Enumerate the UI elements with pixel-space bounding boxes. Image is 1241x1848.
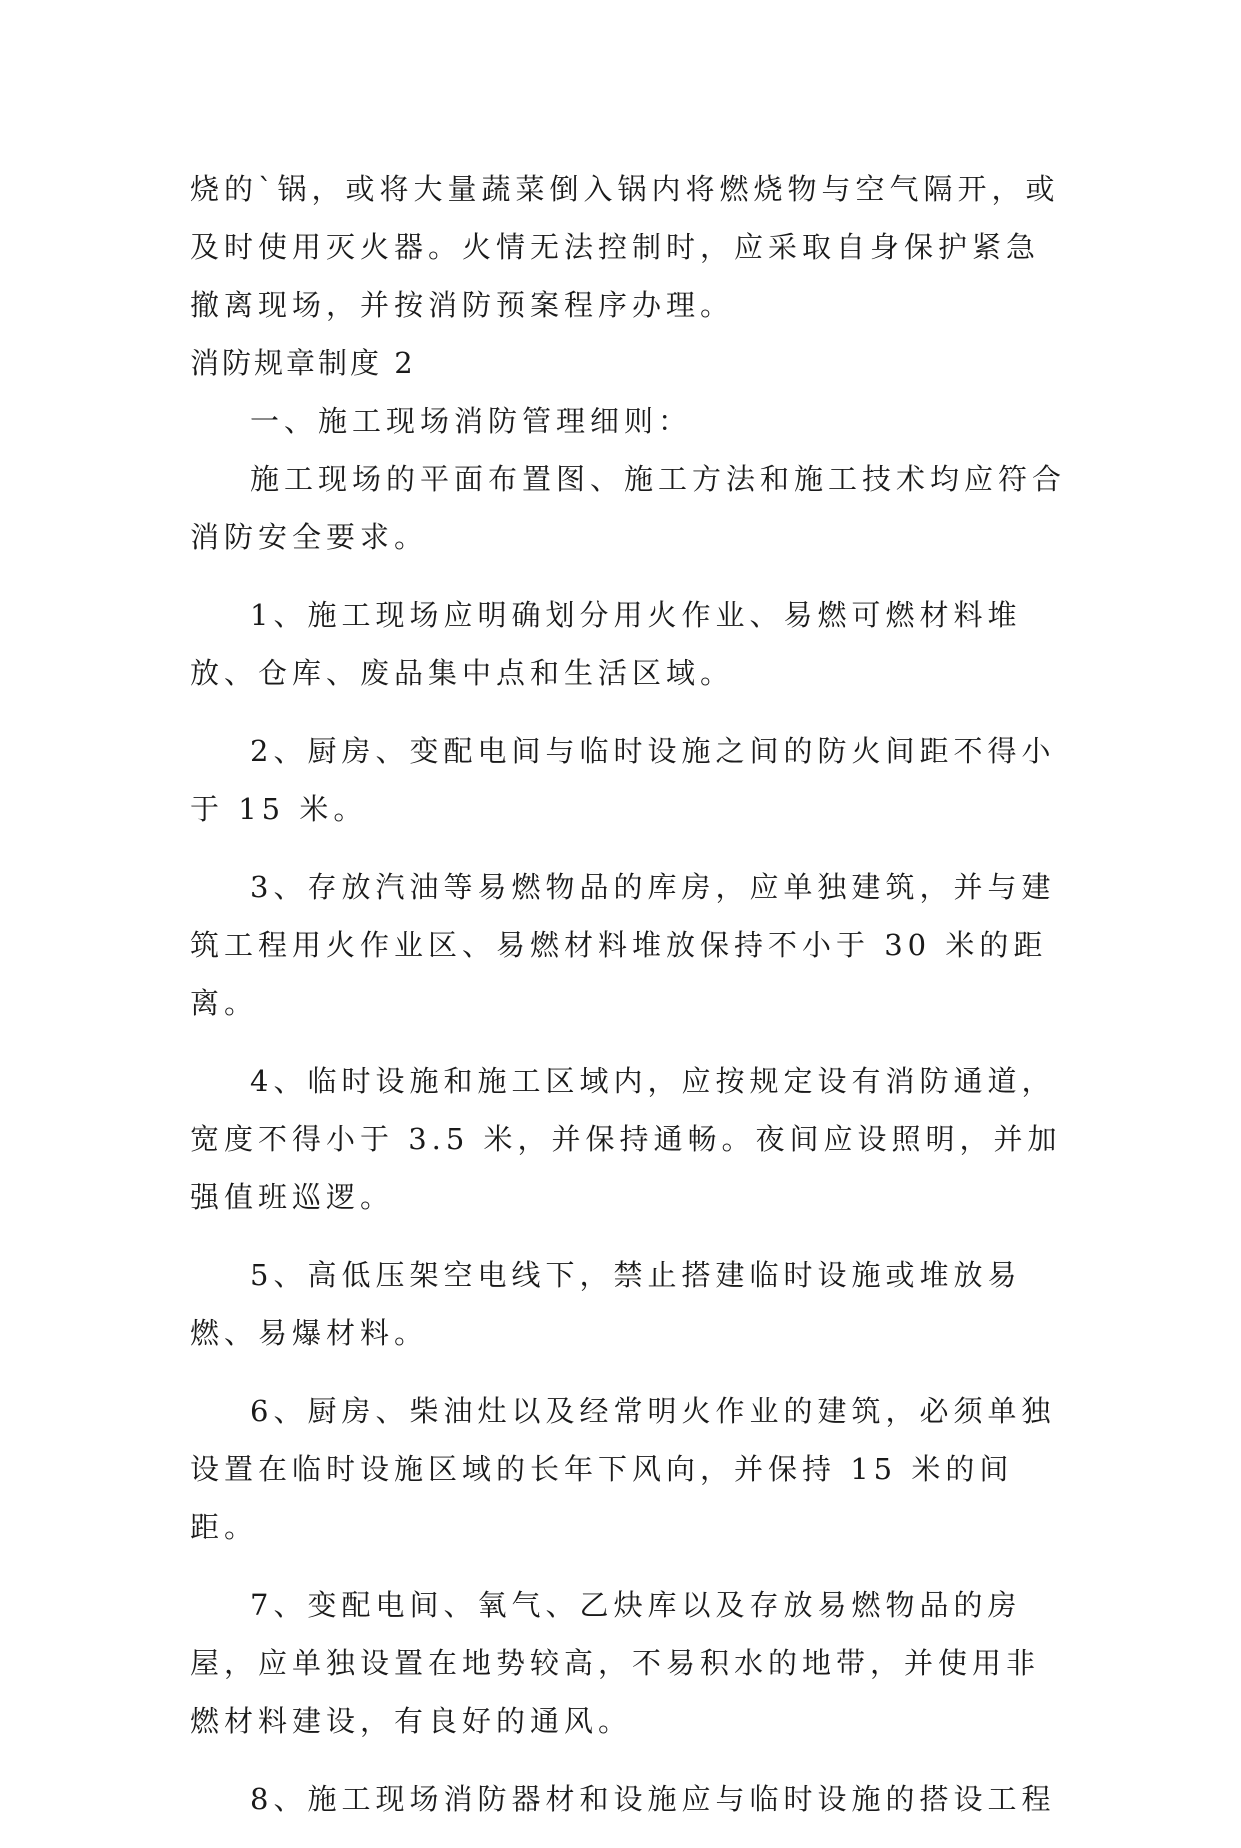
continuation-paragraph: 烧的`锅，或将大量蔬菜倒入锅内将燃烧物与空气隔开，或及时使用灭火器。火情无法控制时，应采取自身保护紧急撤离现场，并按消防预案程序办理。	[190, 172, 1060, 322]
list-item: 6、厨房、柴油灶以及经常明火作业的建筑，必须单独设置在临时设施区域的长年下风向，并保持 15 米的间距。	[190, 1394, 1056, 1544]
list-item: 2、厨房、变配电间与临时设施之间的防火间距不得小于 15 米。	[190, 734, 1056, 826]
intro-heading: 一、施工现场消防管理细则：	[250, 404, 693, 438]
section-title: 消防规章制度 2	[190, 346, 416, 380]
list-item: 7、变配电间、氧气、乙炔库以及存放易燃物品的房屋，应单独设置在地势较高，不易积水的地带，并使用非燃材料建设，有良好的通风。	[190, 1588, 1041, 1738]
intro-paragraph: 施工现场的平面布置图、施工方法和施工技术均应符合消防安全要求。	[190, 462, 1067, 554]
list-item: 4、临时设施和施工区域内，应按规定设有消防通道，宽度不得小于 3.5 米，并保持通畅。夜间应设照明，并加强值班巡逻。	[190, 1064, 1062, 1214]
document-body	[190, 160, 1070, 1848]
list-item: 5、高低压架空电线下，禁止搭建临时设施或堆放易燃、易爆材料。	[190, 1258, 1022, 1350]
list-item: 8、施工现场消防器材和设施应与临时设施的搭设工程	[250, 1782, 1056, 1816]
list-item: 3、存放汽油等易燃物品的库房，应单独建筑，并与建筑工程用火作业区、易燃材料堆放保持不小于 30 米的距离。	[190, 870, 1056, 1020]
list-item: 1、施工现场应明确划分用火作业、易燃可燃材料堆放、仓库、废品集中点和生活区域。	[190, 598, 1022, 690]
